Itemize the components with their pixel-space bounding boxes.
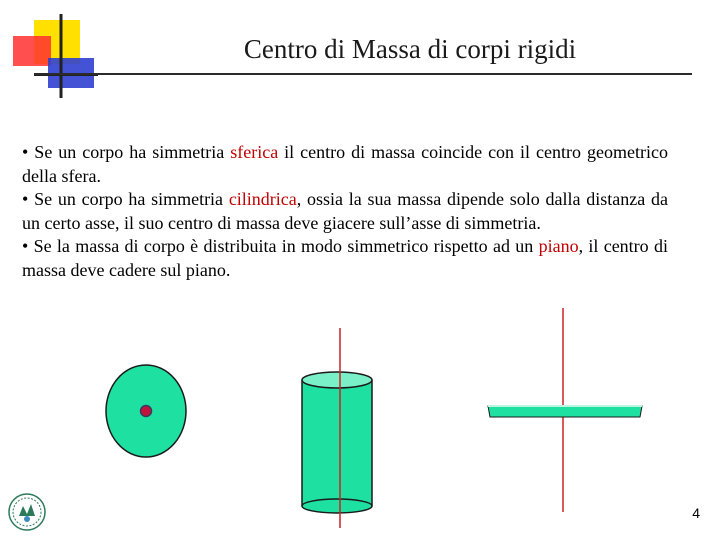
- page-number: 4: [692, 505, 700, 521]
- text: , ossia la sua massa dipende solo dalla distanza da un certo asse, il suo centro di massa deve giacere sull’asse di simmetria.: [22, 189, 668, 233]
- bullet: •: [22, 142, 29, 162]
- slide-title: Centro di Massa di corpi rigidi: [243, 34, 577, 64]
- university-seal-icon: [7, 492, 47, 532]
- text: Se la massa di corpo è distribuita in modo simmetrico rispetto ad un: [28, 236, 539, 256]
- center-of-mass-dot: [141, 406, 152, 417]
- bullet: •: [22, 189, 29, 209]
- cylinder-shape: [302, 372, 372, 513]
- highlight-cilindrica: cilindrica: [228, 189, 297, 209]
- text: , il centro di massa deve cadere sul piano.: [22, 236, 668, 280]
- highlight-sferica: sferica: [230, 142, 279, 162]
- text: Se un corpo ha simmetria: [28, 142, 231, 162]
- text: Se un corpo ha simmetria: [28, 189, 229, 209]
- bullet: •: [22, 236, 29, 256]
- text: il centro di massa coincide con il centro geometrico della sfera.: [22, 142, 668, 186]
- plane-shape: [488, 406, 642, 417]
- highlight-piano: piano: [538, 236, 579, 256]
